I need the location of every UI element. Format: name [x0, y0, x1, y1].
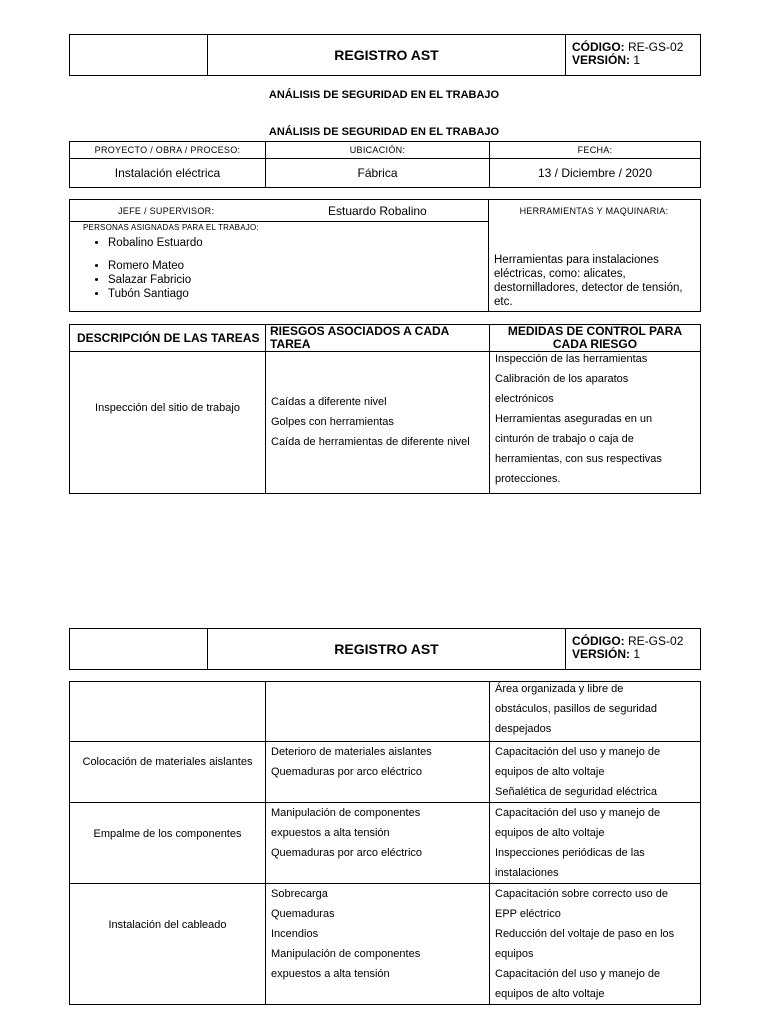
risks-cell	[266, 803, 490, 884]
header-box-1	[69, 34, 701, 76]
risk-line: Quemaduras	[271, 908, 335, 920]
task-cell: Empalme de los componentes	[70, 803, 266, 884]
task-cell: Colocación de materiales aislantes	[70, 742, 266, 803]
risk-line: expuestos a alta tensión	[271, 968, 390, 980]
controls-cell	[490, 352, 701, 494]
personas-list	[70, 236, 470, 301]
header-code	[566, 35, 700, 75]
herramientas-value: Herramientas para instalaciones eléctricas, como: alicates, destornilladores, detector de tensión, etc.	[494, 254, 683, 308]
ubicacion-value: Fábrica	[266, 159, 490, 188]
codigo-label: CÓDIGO:	[572, 40, 625, 54]
section-title-1: ANÁLISIS DE SEGURIDAD EN EL TRABAJO	[268, 89, 500, 101]
proyecto-value: Instalación eléctrica	[70, 159, 266, 188]
list-item: • Romero Mateo	[108, 259, 470, 273]
control-line: equipos de alto voltaje	[495, 766, 605, 778]
risks-cell	[266, 352, 490, 494]
info-table	[69, 141, 701, 188]
controls-cell	[490, 682, 701, 742]
tasks-table-2	[69, 681, 701, 1005]
task-cell	[70, 682, 266, 742]
ubicacion-label: UBICACIÓN:	[266, 142, 490, 159]
table-row	[70, 682, 701, 742]
risk-line: Golpes con herramientas	[271, 416, 394, 428]
control-line: EPP eléctrico	[495, 908, 561, 920]
codigo-value: RE-GS-02	[628, 40, 684, 54]
control-line: equipos	[495, 948, 534, 960]
header-title: REGISTRO AST	[208, 35, 566, 75]
risk-line: Manipulación de componentes	[271, 948, 421, 960]
list-item: • Robalino Estuardo	[108, 236, 470, 250]
col-header-controls: MEDIDAS DE CONTROL PARA CADA RIESGO	[490, 325, 701, 352]
control-line: Reducción del voltaje de paso en los	[495, 928, 675, 940]
risk-line: expuestos a alta tensión	[271, 827, 390, 839]
controls-cell	[490, 803, 701, 884]
risk-line: Quemaduras por arco eléctrico	[271, 847, 423, 859]
col-header-tasks: DESCRIPCIÓN DE LAS TAREAS	[70, 325, 266, 352]
personas-label: PERSONAS ASIGNADAS PARA EL TRABAJO:	[83, 223, 259, 232]
codigo-value: RE-GS-02	[628, 634, 684, 648]
version-label: VERSIÓN:	[572, 53, 631, 67]
version-value: 1	[633, 647, 641, 661]
control-line: equipos de alto voltaje	[495, 827, 605, 839]
control-line: cinturón de trabajo o caja de	[495, 433, 634, 445]
logo-cell	[70, 629, 208, 669]
risk-line: Caídas a diferente nivel	[271, 396, 387, 408]
control-line: Inspecciones periódicas de las	[495, 847, 645, 859]
control-line: Capacitación sobre correcto uso de	[495, 888, 669, 900]
control-line: Calibración de los aparatos	[495, 373, 629, 385]
controls-cell	[490, 884, 701, 1005]
control-line: Capacitación del uso y manejo de	[495, 968, 661, 980]
herramientas-label: HERRAMIENTAS Y MAQUINARIA:	[519, 206, 669, 216]
control-line: Inspección de las herramientas	[495, 353, 648, 365]
proyecto-label: PROYECTO / OBRA / PROCESO:	[70, 142, 266, 159]
control-line: electrónicos	[495, 393, 554, 405]
risk-line: Manipulación de componentes	[271, 807, 421, 819]
jefe-value: Estuardo Robalino	[328, 204, 427, 218]
risk-line: Quemaduras por arco eléctrico	[271, 766, 423, 778]
list-item: • Tubón Santiago	[108, 287, 470, 301]
risks-cell	[266, 682, 490, 742]
team-box	[69, 199, 701, 312]
task-cell: Instalación del cableado	[70, 884, 266, 1005]
risks-cell	[266, 884, 490, 1005]
control-line: protecciones.	[495, 473, 561, 485]
header-code	[566, 629, 700, 669]
control-line: Área organizada y libre de	[495, 683, 624, 695]
table-row	[70, 352, 701, 494]
table-row	[70, 742, 701, 803]
table-row	[70, 884, 701, 1005]
fecha-label: FECHA:	[490, 142, 701, 159]
risk-line: Deterioro de materiales aislantes	[271, 746, 432, 758]
control-line: herramientas, con sus respectivas	[495, 453, 662, 465]
risks-cell	[266, 742, 490, 803]
control-line: Señalética de seguridad eléctrica	[495, 786, 658, 798]
risk-line: Sobrecarga	[271, 888, 328, 900]
codigo-label: CÓDIGO:	[572, 634, 625, 648]
control-line: instalaciones	[495, 867, 559, 879]
section-title-2: ANÁLISIS DE SEGURIDAD EN EL TRABAJO	[268, 126, 500, 138]
risk-line: Incendios	[271, 928, 319, 940]
control-line: Capacitación del uso y manejo de	[495, 807, 661, 819]
control-line: Herramientas aseguradas en un	[495, 413, 653, 425]
header-title: REGISTRO AST	[208, 629, 566, 669]
list-item: • Salazar Fabricio	[108, 273, 470, 287]
jefe-label: JEFE / SUPERVISOR:	[118, 206, 215, 216]
control-line: obstáculos, pasillos de seguridad	[495, 703, 658, 715]
table-row	[70, 803, 701, 884]
task-cell: Inspección del sitio de trabajo	[70, 352, 266, 494]
header-box-2	[69, 628, 701, 670]
version-label: VERSIÓN:	[572, 647, 631, 661]
tasks-table-1	[69, 324, 701, 494]
version-value: 1	[633, 53, 641, 67]
controls-cell	[490, 742, 701, 803]
col-header-risks: RIESGOS ASOCIADOS A CADA TAREA	[266, 325, 490, 352]
logo-cell	[70, 35, 208, 75]
fecha-value: 13 / Diciembre / 2020	[490, 159, 701, 188]
control-line: equipos de alto voltaje	[495, 988, 605, 1000]
control-line: Capacitación del uso y manejo de	[495, 746, 661, 758]
control-line: despejados	[495, 723, 552, 735]
risk-line: Caída de herramientas de diferente nivel	[271, 436, 470, 448]
